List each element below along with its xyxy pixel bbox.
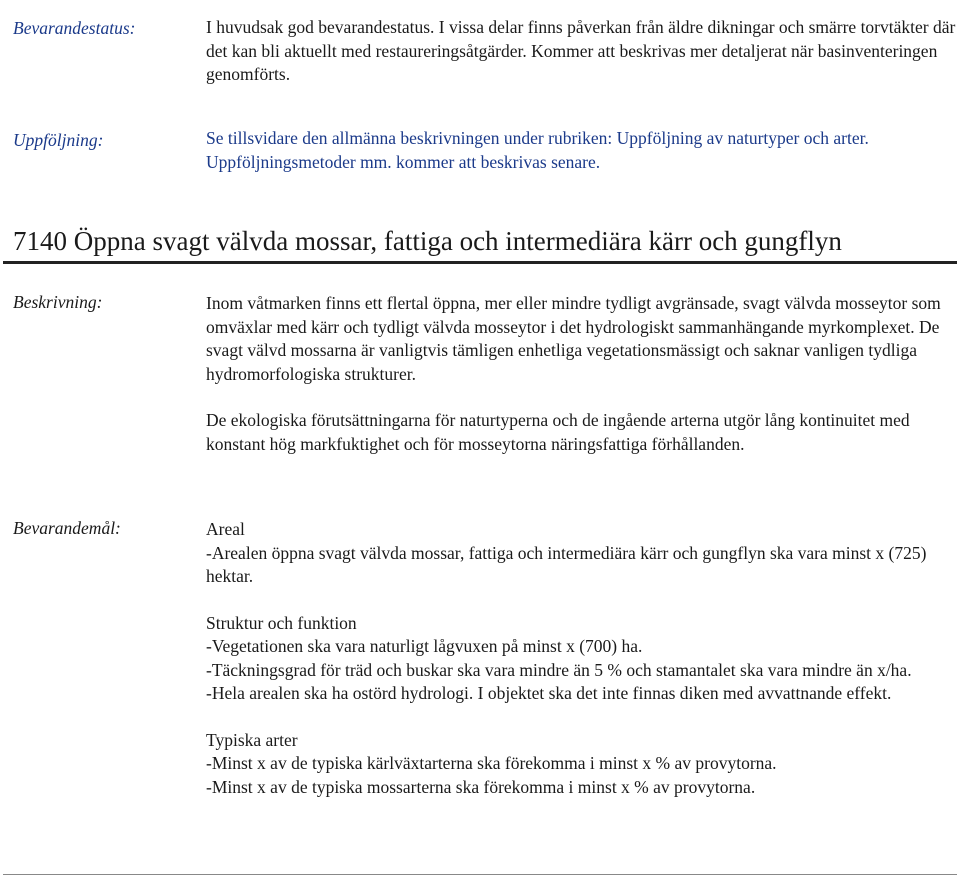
areal-item-1: -Arealen öppna svagt välvda mossar, fattiga och intermediära kärr och gungflyn ska vara minst x (725) hektar. [206,542,927,586]
areal-heading: Areal [206,519,245,539]
bevarandemal-text [206,518,956,799]
uppfoljning-label: Uppföljning: [13,130,104,150]
beskrivning-text [206,292,956,456]
beskrivning-paragraph-2: De ekologiska förutsättningarna för naturtyperna och de ingående arterna utgör lång kontinuitet med konstant hög markfuktighet och för mosseytorna näringsfattiga förhållanden. [206,410,910,454]
section-title-rule [3,261,957,264]
beskrivning-paragraph-1: Inom våtmarken finns ett flertal öppna, mer eller mindre tydligt avgränsade, svagt välvda mosseytor som omväxlar med kärr och tydligt välvda mosseytor i det hydrologiskt sammanhängande myrkomplexet. De svagt välvd mossarna är vanligtvis tämligen enhetliga vegetationsmässigt och saknar vanligen tydliga hydromorfologiska strukturer. [206,293,941,384]
beskrivning-label: Beskrivning: [13,292,103,312]
struktur-item-1: -Vegetationen ska vara naturligt lågvuxen på minst x (700) ha. [206,636,643,656]
bevarandestatus-text [206,16,956,87]
section-title: 7140 Öppna svagt välvda mossar, fattiga och intermediära kärr och gungflyn [13,226,842,256]
bevarandestatus-label: Bevarandestatus: [13,18,136,38]
struktur-heading: Struktur och funktion [206,612,357,633]
uppfoljning-paragraph: Se tillsvidare den allmänna beskrivningen under rubriken: Uppföljning av naturtyper och arter. Uppföljningsmetoder mm. kommer att beskrivas senare. [206,128,869,172]
struktur-item-3: -Hela arealen ska ha ostörd hydrologi. I objektet ska det inte finnas diken med avvattnande effekt. [206,683,892,703]
uppfoljning-text [206,127,956,174]
bevarandestatus-paragraph: I huvudsak god bevarandestatus. I vissa delar finns påverkan från äldre dikningar och smärre torvtäkter där det kan bli aktuellt med restaureringsåtgärder. Kommer att beskrivas mer detaljerat när basinventeringen genomförts. [206,17,956,84]
typiska-item-2: -Minst x av de typiska mossarterna ska förekomma i minst x % av provytorna. [206,776,756,797]
bottom-rule [3,874,957,875]
typiska-item-1: -Minst x av de typiska kärlväxtarterna ska förekomma i minst x % av provytorna. [206,753,777,773]
struktur-item-2: -Täckningsgrad för träd och buskar ska vara mindre än 5 % och stamantalet ska vara mindre än x/ha. [206,659,912,680]
typiska-heading: Typiska arter [206,729,298,750]
bevarandemal-label: Bevarandemål: [13,518,121,538]
